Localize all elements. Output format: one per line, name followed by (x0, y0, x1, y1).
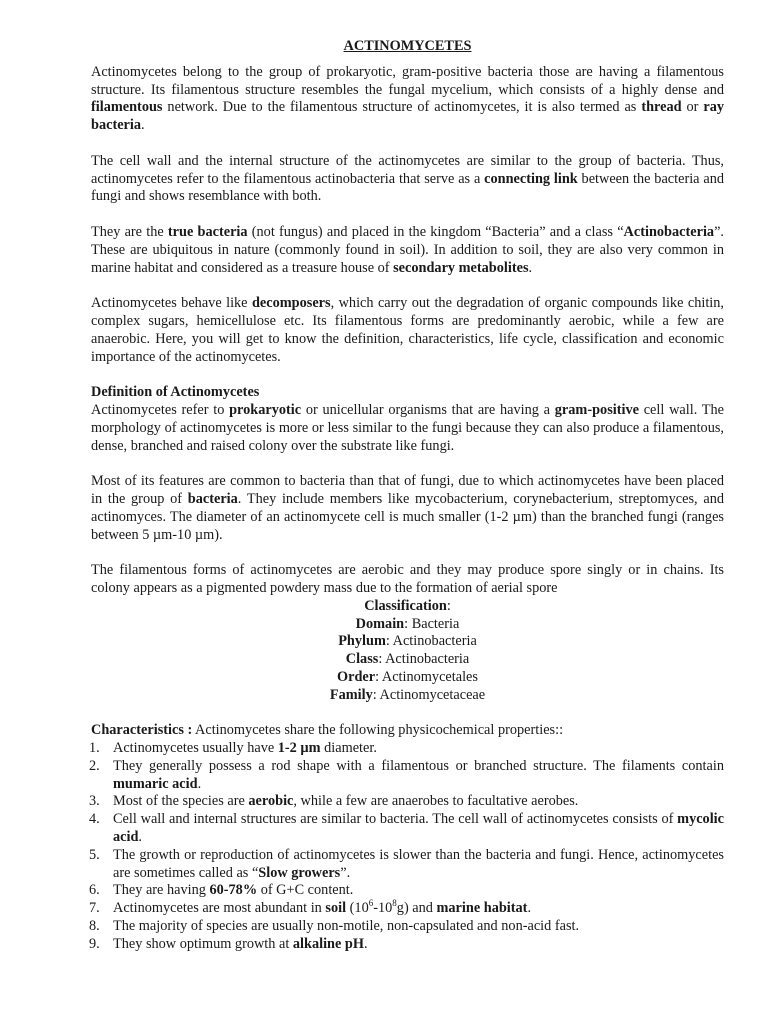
classification-heading: Classification: (364, 597, 451, 614)
list-item: 7. Actinomycetes are most abundant in soil $(10^6-10^8g)$ and marine habitat. (89, 898, 532, 917)
list-item-number: 3. (89, 793, 100, 810)
list-item-number: 1. (89, 740, 100, 757)
intro-section (91, 64, 724, 367)
list-item: 3. Most of the species are aerobic, while a few are anaerobes to facultative aerobes. (89, 793, 579, 810)
list-item: 4. Cell wall and internal structures are similar to bacteria. The cell wall of actinomycetes consists of mycolic acid. (89, 811, 724, 846)
classification-row-domain: Domain: Bacteria (355, 615, 460, 632)
definition-paragraph-2: Most of its features are common to bacteria than that of fungi, due to which actinomycetes have been placed in the group of bacteria. They include members like mycobacterium, corynebacterium, streptomyces, and actinomyces. The diameter of an actinomycete cell is much smaller (1-2 µm) than the branched fungi (ranges between 5 µm-10 µm). (91, 473, 724, 543)
list-item-number: 7. (89, 900, 100, 917)
characteristics-intro: Characteristics : Actinomycetes share the following physicochemical properties:: (91, 722, 564, 739)
characteristics-section (91, 722, 724, 953)
page-title: ACTINOMYCETES (343, 38, 472, 54)
list-item-number: 4. (89, 811, 100, 828)
characteristics-list (91, 740, 724, 954)
list-item-number: 2. (89, 757, 100, 774)
list-item: 1. Actinomycetes usually have 1-2 µm diameter. (89, 740, 377, 757)
intro-paragraph-2: The cell wall and the internal structure of the actinomycetes are similar to the group of bacteria. Thus, actinomycetes refer to the filamentous actinobacteria that serve as a connecting link between the bacteria and fungi and shows resemblance with both. (91, 152, 724, 205)
classification-row-order: Order: Actinomycetales (337, 668, 478, 685)
classification-row-class: Class: Actinobacteria (345, 651, 470, 668)
classification-row-family: Family: Actinomycetaceae (329, 686, 486, 703)
definition-heading: Definition of Actinomycetes (91, 384, 260, 401)
list-item: 8. The majority of species are usually non-motile, non-capsulated and non-acid fast. (89, 918, 580, 935)
list-item-number: 6. (89, 882, 100, 899)
classification-row-phylum: Phylum: Actinobacteria (338, 633, 477, 650)
definition-paragraph-1: Actinomycetes refer to prokaryotic or unicellular organisms that are having a gram-positive cell wall. The morphology of actinomycetes is more or less similar to the fungi because they can also produce a filamentous, dense, branched and raised colony over the substrate like fungi. (91, 401, 724, 454)
definition-paragraph-3: The filamentous forms of actinomycetes are aerobic and they may produce spore singly or in chains. Its colony appears as a pigmented powdery mass due to the formation of aerial spore (91, 562, 724, 596)
intro-paragraph-4: Actinomycetes behave like decomposers, which carry out the degradation of organic compounds like chitin, complex sugars, hemicellulose etc. Its filamentous forms are predominantly aerobic, while a few are anaerobic. Here, you will get to know the definition, characteristics, life cycle, classification and economic importance of the actinomycetes. (91, 295, 724, 365)
list-item: 9. They show optimum growth at alkaline pH. (89, 935, 368, 952)
list-item-number: 5. (89, 846, 100, 863)
list-item: 6. They are having 60-78% of G+C content. (89, 882, 354, 899)
list-item: 5. The growth or reproduction of actinomycetes is slower than the bacteria and fungi. Hence, actinomycetes are sometimes called as “Slow growers”. (89, 846, 724, 881)
classification-block (91, 598, 724, 705)
intro-paragraph-1: Actinomycetes belong to the group of prokaryotic, gram-positive bacteria those are having a filamentous structure. Its filamentous structure resembles the fungal mycelium, which consists of a highly dense and filamentous network. Due to the filamentous structure of actinomycetes, it is also termed as thread or ray bacteria. (91, 63, 724, 134)
definition-section (91, 384, 724, 598)
list-item-number: 8. (89, 918, 100, 935)
list-item: 2. They generally possess a rod shape with a filamentous or branched structure. The filaments contain mumaric acid. (89, 757, 724, 792)
characteristics-heading: Characteristics : (91, 722, 193, 739)
intro-paragraph-3: They are the true bacteria (not fungus) and placed in the kingdom “Bacteria” and a class “Actinobacteria”. These are ubiquitous in nature (commonly found in soil). In addition to soil, they are also very common in marine habitat and considered as a treasure house of secondary metabolites. (91, 223, 724, 276)
list-item-number: 9. (89, 935, 100, 952)
